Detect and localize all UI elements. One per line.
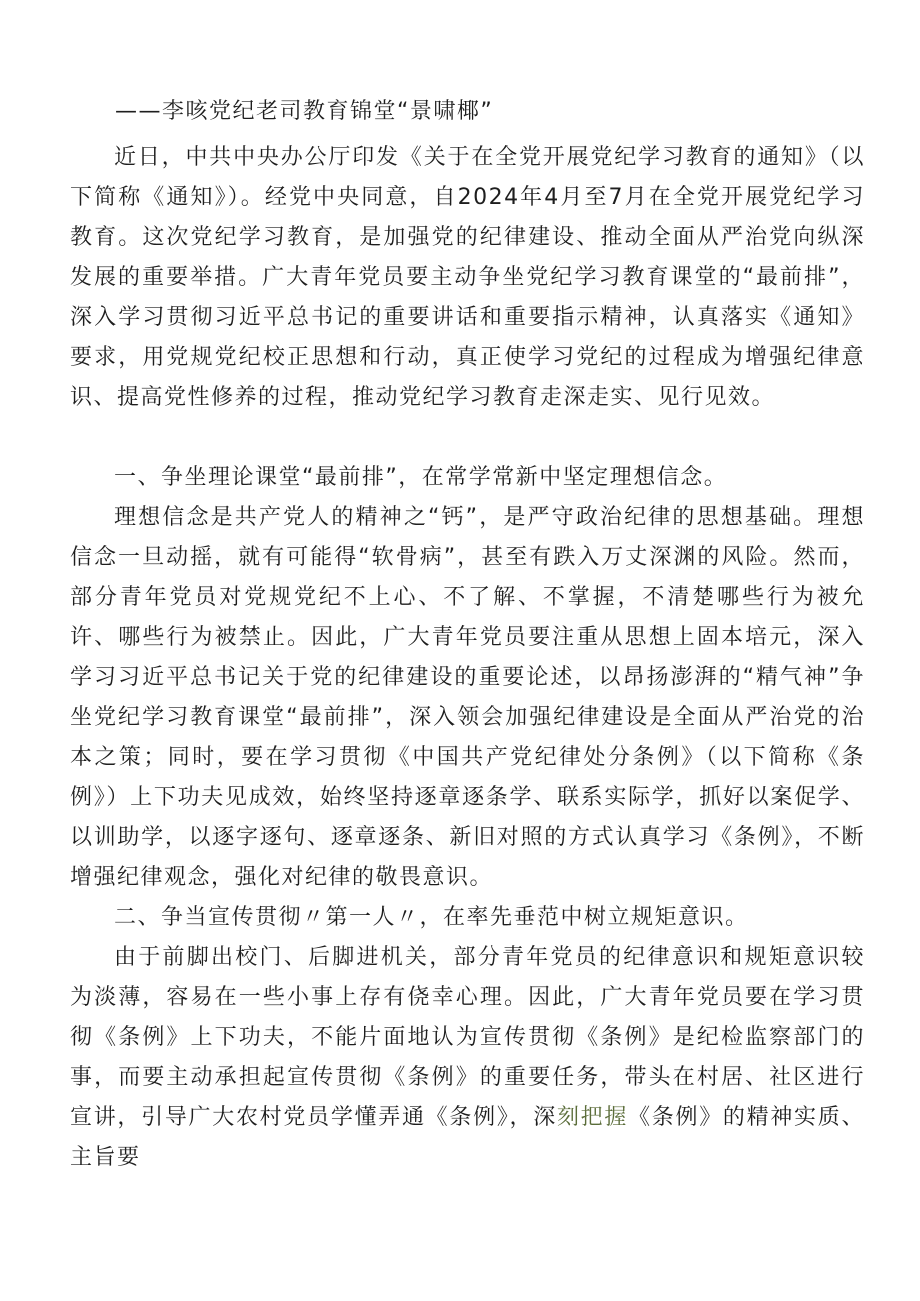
document-section-1 bbox=[70, 458, 865, 498]
paragraph-body-2-main: 由于前脚出校门、后脚进机关，部分青年党员的纪律意识和规矩意识较为淡薄，容易在一些小事上存有侥幸心理。因此，广大青年党员要在学习贯彻《条例》上下功夫，不能片面地认为宣传贯彻《条例》是纪检监察部门的事，而要主动承担起宣传贯彻《条例》的重要任务，带头在村居、社区进行宣讲，引导广大农村党员学懂弄通《条例》，深 bbox=[70, 945, 865, 1130]
document-section-2 bbox=[70, 898, 865, 938]
paragraph-intro: 近日，中共中央办公厅印发《关于在全党开展党纪学习教育的通知》（以下简称《通知》）。经党中央同意，自2024年4月至7月在全党开展党纪学习教育。这次党纪学习教育，是加强党的纪律建设、推动全面从严治党向纵深发展的重要举措。广大青年党员要主动争坐党纪学习教育课堂的“最前排”，深入学习贯彻习近平总书记的重要讲话和重要指示精神，认真落实《通知》要求，用党规党纪校正思想和行动，真正使学习党纪的过程成为增强纪律意识、提高党性修养的过程，推动党纪学习教育走深走实、见行见效。 bbox=[70, 145, 865, 410]
document-section-1-body bbox=[70, 498, 865, 898]
paragraph-body-2 bbox=[70, 938, 865, 1178]
paragraph-body-1: 理想信念是共产党人的精神之“钙”，是严守政治纪律的思想基础。理想信念一旦动摇，就有可能得“软骨病”，甚至有跌入万丈深渊的风险。然而，部分青年党员对党规党纪不上心、不了解、不掌握，不清楚哪些行为被允许、哪些行为被禁止。因此，广大青年党员要注重从思想上固本培元，深入学习习近平总书记关于党的纪律建设的重要论述，以昂扬澎湃的“精气神”争坐党纪学习教育课堂“最前排”，深入领会加强纪律建设是全面从严治党的治本之策；同时，要在学习贯彻《中国共产党纪律处分条例》（以下简称《条例》）上下功夫见成效，始终坚持逐章逐条学、联系实际学，抓好以案促学、以训助学，以逐字逐句、逐章逐条、新旧对照的方式认真学习《条例》，不断增强纪律观念，强化对纪律的敬畏意识。 bbox=[70, 505, 865, 890]
section-heading-1: 一、争坐理论课堂“最前排”，在常学常新中坚定理想信念。 bbox=[114, 465, 728, 490]
paragraph-body-2-highlight: 刻把握 bbox=[556, 1105, 629, 1130]
document-subtitle: ——李咳党纪老司教育锦堂“景啸椰” bbox=[115, 99, 494, 124]
document-body bbox=[70, 138, 865, 418]
section-heading-2: 二、争当宣传贯彻〃第一人〃，在率先垂范中树立规矩意识。 bbox=[114, 905, 749, 930]
paragraph-body-2-tail: 《条例》的精神实质、主旨要 bbox=[70, 1105, 865, 1170]
document-section-2-body bbox=[70, 938, 865, 1178]
